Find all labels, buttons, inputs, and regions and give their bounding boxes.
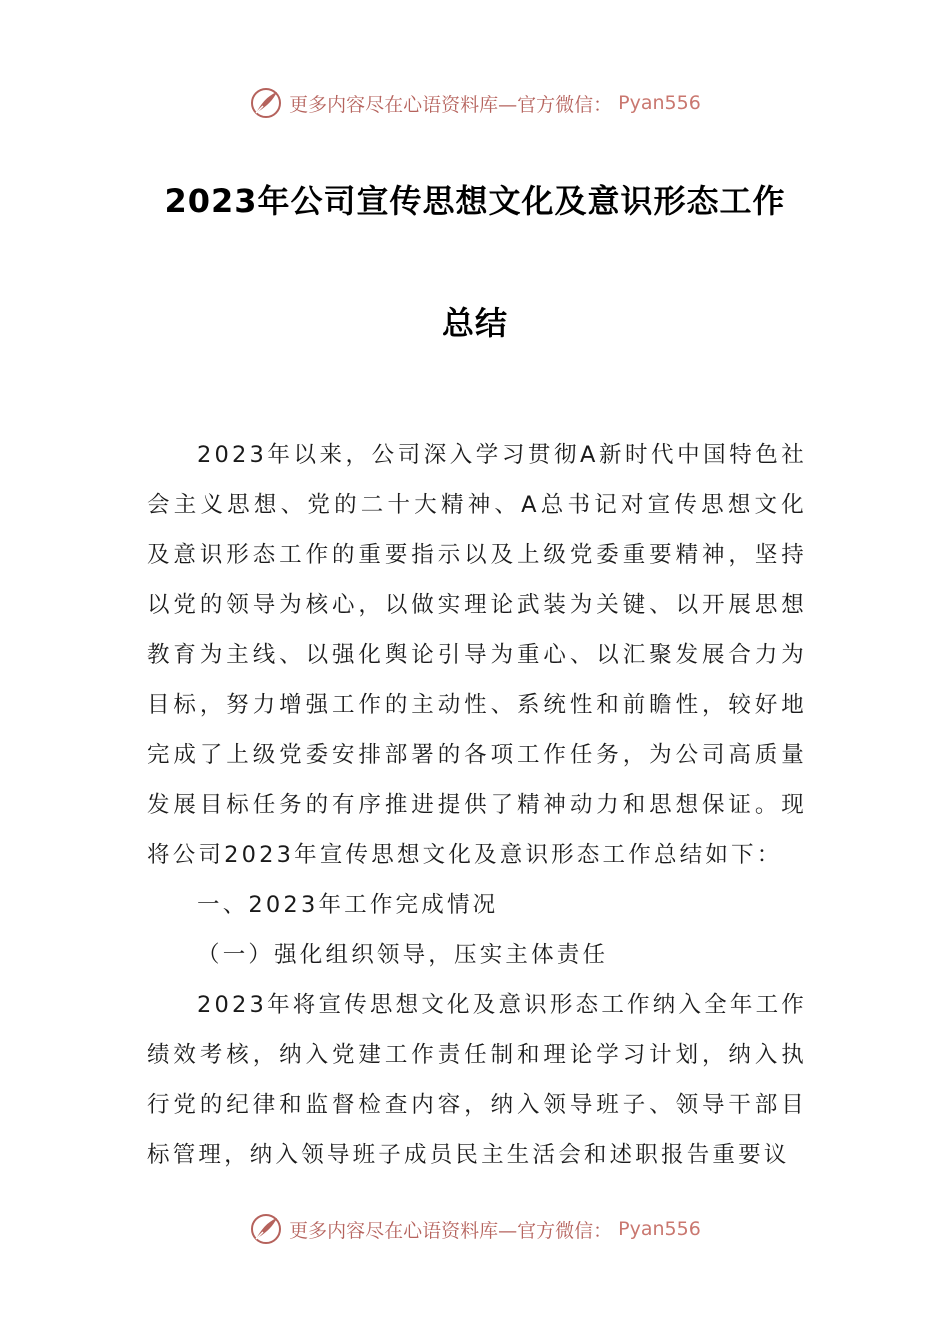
subsection-heading-1: （一）强化组织领导，压实主体责任 [197,942,609,968]
watermark-text: 更多内容尽在心语资料库—官方微信： [289,93,613,116]
document-title-line2: 总结 [441,304,508,342]
paragraph-intro: 2023年以来，公司深入学习贯彻A新时代中国特色社会主义思想、党的二十大精神、A总书记对宣传思想文化及意识形态工作的重要指示以及上级党委重要精神，坚持以党的领导为核心，以做实理论武装为关键、以开展思想教育为主线、以强化舆论引导为重心、以汇聚发展合力为目标，努力增强工作的主动性、系统性和前瞻性，较好地完成了上级党委安排部署的各项工作任务，为公司高质量发展目标任务的有序推进提供了精神动力和思想保证。现将公司2023年宣传思想文化及意识形态工作总结如下： [147,442,807,868]
quill-logo-icon [249,1212,283,1246]
quill-logo-icon [249,86,283,120]
paragraph-subsection-1: 2023年将宣传思想文化及意识形态工作纳入全年工作绩效考核，纳入党建工作责任制和理论学习计划，纳入执行党的纪律和监督检查内容，纳入领导班子、领导干部目标管理，纳入领导班子成员民主生活会和述职报告重要议 [147,992,807,1168]
watermark-wechat-id: Pyan556 [618,1218,701,1240]
watermark-wechat-id: Pyan556 [618,92,701,114]
watermark-text: 更多内容尽在心语资料库—官方微信： [289,1219,613,1242]
document-body [147,430,807,1180]
watermark-footer [0,1212,950,1246]
watermark-header [0,86,950,120]
document-title-line1: 2023年公司宣传思想文化及意识形态工作 [164,182,786,220]
section-heading-1: 一、2023年工作完成情况 [197,892,499,918]
